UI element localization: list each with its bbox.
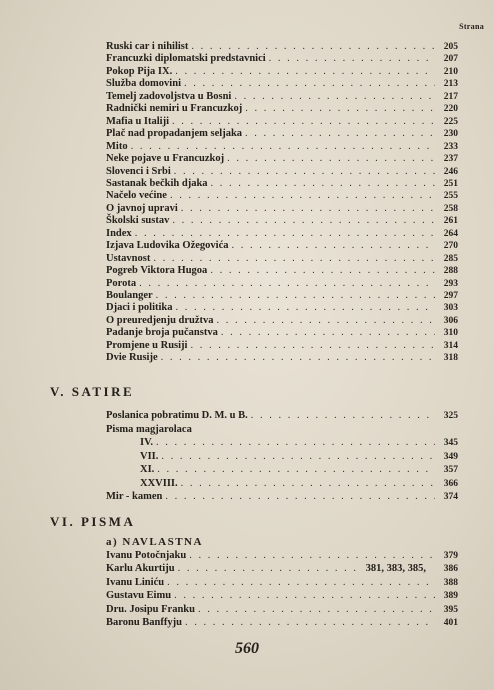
dot-leader	[181, 203, 435, 214]
dot-leader	[135, 228, 435, 239]
toc-entry-page: 233	[443, 141, 458, 152]
toc-entry-title: Neke pojave u Francuzkoj	[106, 153, 225, 165]
toc-entry	[106, 491, 458, 509]
dot-leader	[190, 340, 435, 351]
toc-entry-title: Temelj zadovoljstva u Bosni	[106, 90, 232, 102]
toc-entry-page: 318	[443, 353, 458, 364]
toc-entry-title: Pokop Pija IX.	[106, 65, 173, 77]
toc-entry-page: 366	[443, 478, 458, 489]
toc-entry-page: 306	[443, 315, 458, 326]
toc-entry-page: 314	[443, 340, 458, 351]
toc-entry-title: XI.	[140, 464, 155, 475]
toc-entry-title: Gustavu Eimu	[106, 590, 172, 602]
toc-entry-title: Radnički nemiri u Francuzkoj	[106, 103, 243, 115]
dot-leader	[211, 178, 435, 189]
toc-entry-title: Mir - kamen	[106, 491, 163, 502]
toc-entry-title: Padanje broja pučanstva	[106, 327, 218, 339]
toc-entry-page: 357	[443, 465, 458, 475]
toc-entry-page: 303	[443, 303, 458, 314]
toc-entry-title: O preuredjenju družtva	[106, 314, 214, 326]
toc-entry-title: Izjava Ludovika Ožegovića	[106, 240, 229, 252]
dot-leader	[176, 302, 435, 313]
toc-entry-page: 386	[443, 564, 458, 575]
toc-entry	[106, 352, 458, 370]
toc-entry-page: 217	[443, 91, 458, 102]
toc-entry-title: Slovenci i Srbi	[106, 165, 171, 177]
toc-entry-page: 374	[443, 492, 458, 502]
toc-entry-page: 379	[443, 551, 458, 561]
toc-entry-title: Djaci i politika	[106, 302, 173, 314]
toc-entry-title: Ustavnost	[106, 252, 151, 264]
dot-leader	[251, 410, 435, 421]
toc-entry-title: Mafia u Italiji	[106, 115, 169, 127]
toc-entry-page: 395	[443, 604, 458, 615]
toc-entry-title: Ruski car i nihilist	[106, 41, 189, 52]
dot-leader	[198, 604, 435, 615]
toc-entry-page: 310	[443, 328, 458, 339]
toc-entry-page: 237	[443, 154, 458, 165]
toc-entry-title: Načelo većine	[106, 190, 167, 202]
section-heading-pisma: VI. PISMA	[50, 514, 136, 529]
dot-leader	[245, 128, 435, 139]
dot-leader	[174, 590, 435, 601]
dot-leader	[221, 327, 435, 338]
toc-entry-title: Promjene u Rusiji	[106, 339, 188, 351]
toc-entry-title: Boulanger	[106, 290, 153, 301]
toc-entry-page: 325	[443, 411, 458, 421]
toc-entry-page: 225	[443, 116, 458, 127]
dot-leader	[245, 103, 435, 114]
dot-leader	[184, 78, 435, 89]
toc-entry-title: O javnoj upravi	[106, 202, 178, 214]
toc-entry-page: 213	[443, 79, 458, 90]
toc-entry-extra-pages: 381, 383, 385,	[365, 563, 426, 575]
toc-entry-title: IV.	[140, 437, 153, 448]
toc-entry-title: Služba domovini	[106, 78, 181, 90]
toc-entry-title: Karlu Akurtiju	[106, 563, 175, 575]
dot-leader	[131, 141, 435, 152]
toc-entry-title: Baronu Banffyju	[106, 617, 182, 628]
toc-entry-page: 246	[443, 166, 458, 177]
toc-entry-page: 285	[443, 253, 458, 264]
dot-leader	[172, 215, 435, 226]
toc-entry-page: 210	[443, 66, 458, 77]
dot-leader	[217, 315, 435, 326]
dot-leader	[157, 464, 435, 475]
toc-entry-title: Pisma magjarolaca	[106, 423, 192, 435]
dot-leader	[139, 278, 435, 289]
toc-entry-page: 207	[443, 54, 458, 65]
toc-entry-page: 255	[443, 191, 458, 202]
dot-leader	[185, 617, 435, 628]
dot-leader	[178, 563, 363, 574]
dot-leader	[153, 253, 435, 264]
dot-leader	[167, 577, 435, 588]
dot-leader	[161, 352, 435, 363]
dot-leader	[234, 91, 435, 102]
toc-entry-page: 258	[443, 203, 458, 214]
dot-leader	[189, 550, 435, 561]
dot-leader	[172, 116, 435, 127]
toc-entry-title: Porota	[106, 277, 137, 289]
toc-entry-page: 205	[443, 42, 458, 52]
toc-entry-page: 220	[443, 104, 458, 115]
subsection-heading-navlastna: a) NAVLASTNA	[106, 536, 203, 548]
toc-entry-title: Sastanak bečkih djaka	[106, 177, 208, 189]
toc-entry-page: 297	[443, 291, 458, 301]
toc-entry-page: 401	[443, 618, 458, 628]
toc-entry-title: Pogreb Viktora Hugoa	[106, 265, 208, 277]
toc-entry-title: XXVIII.	[140, 477, 178, 489]
toc-entry-page: 251	[443, 178, 458, 189]
dot-leader	[161, 451, 435, 462]
toc-entry-page: 349	[443, 451, 458, 462]
toc-entry-page: 261	[443, 216, 458, 227]
dot-leader	[191, 41, 435, 52]
toc-entry-title: Dru. Josipu Franku	[106, 603, 195, 615]
section-heading-satire: V. SATIRE	[50, 384, 135, 399]
toc-entry-page: 264	[443, 228, 458, 239]
toc-entry-title: Ivanu Potočnjaku	[106, 550, 187, 561]
toc-entry-page: 389	[443, 591, 458, 602]
page-number: 560	[235, 640, 259, 657]
toc-entry	[106, 617, 458, 635]
dot-leader	[269, 53, 435, 64]
dot-leader	[210, 265, 435, 276]
dot-leader	[156, 290, 435, 301]
toc-entry-page: 270	[443, 241, 458, 252]
toc-entry-page: 288	[443, 266, 458, 277]
dot-leader	[156, 437, 435, 448]
toc-entry-title: Index	[106, 227, 132, 239]
dot-leader	[181, 478, 435, 489]
toc-entry-title: Plač nad propadanjem seljaka	[106, 128, 243, 140]
page-column-header: Strana	[459, 22, 484, 31]
toc-entry-title: VII.	[140, 450, 159, 462]
dot-leader	[175, 66, 435, 77]
dot-leader	[170, 190, 435, 201]
toc-entry-page: 345	[443, 438, 458, 448]
toc-entry-title: Mito	[106, 140, 128, 152]
dot-leader	[165, 491, 435, 502]
toc-entry-title: Ivanu Liniću	[106, 576, 165, 588]
toc-entry-page: 293	[443, 278, 458, 289]
dot-leader	[227, 153, 435, 164]
toc-entry-title: Školski sustav	[106, 215, 170, 227]
toc-entry-title: Dvie Rusije	[106, 352, 158, 364]
toc-entry-page: 388	[443, 577, 458, 588]
dot-leader	[232, 240, 436, 251]
dot-leader	[174, 166, 435, 177]
toc-entry-page: 230	[443, 129, 458, 140]
toc-entry-title: Francuzki diplomatski predstavnici	[106, 53, 266, 65]
toc-entry-title: Poslanica pobratimu D. M. u B.	[106, 410, 248, 421]
